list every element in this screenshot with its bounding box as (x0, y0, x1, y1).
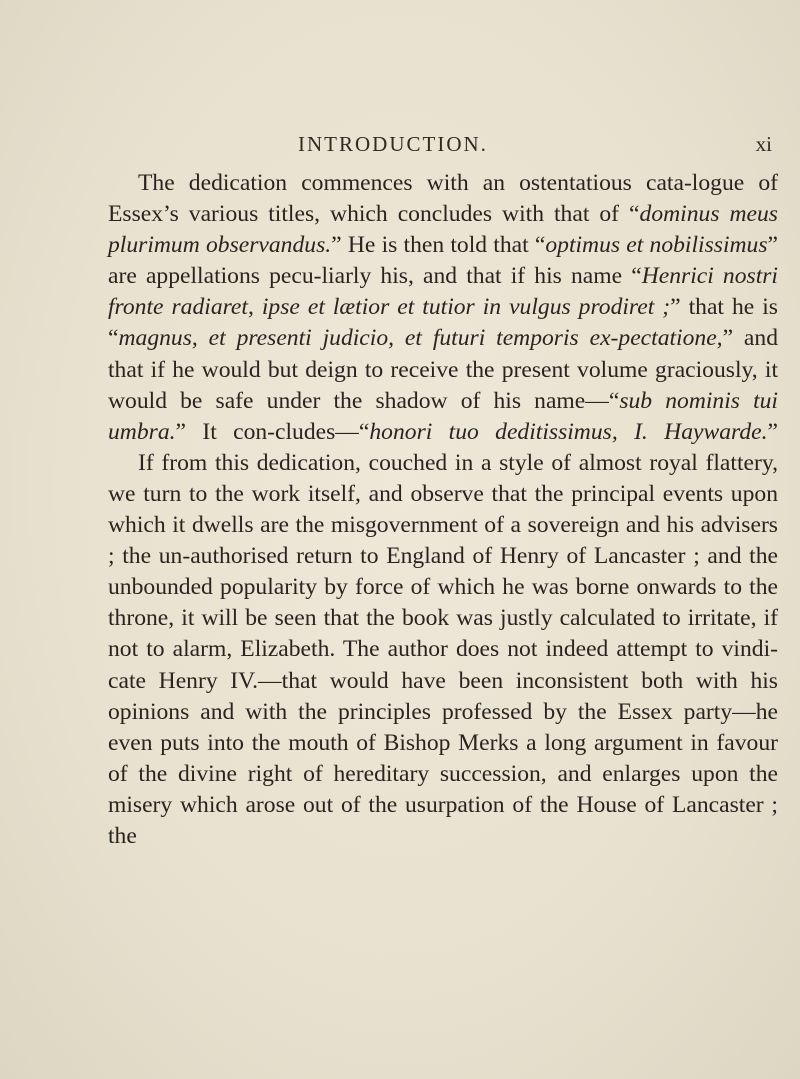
text-segment: ” are appellations pecu-liarly his, and that if his name “ (108, 232, 778, 290)
text-segment: ” (767, 418, 778, 445)
latin-quote: magnus, et presenti judicio, et futuri temporis ex-pectatione, (118, 325, 723, 352)
text-segment: If from this dedication, couched in a style of almost royal flattery, we turn to the work itself, and observe that the principal events upon which it dwells are the misgovernment of a sovereign and his advisers ; the un-authorised return to England of Henry of Lancaster ; and the unbounded popularity by force of which he was borne onwards to the throne, it will be seen that the book was justly calculated to irritate, if not to alarm, Elizabeth. The author does not indeed attempt to vindi-cate Henry IV.—that would have been inconsistent both with his opinions and with the principles professed by the Essex party—he even puts into the mouth of Bishop Merks a long argument in favour of the divine right of hereditary succession, and enlarges upon the misery which arose out of the usurpation of the House of Lancaster ; the (108, 449, 778, 849)
latin-quote: honori tuo deditissimus, I. Haywarde. (369, 418, 768, 445)
paragraph-dedication (108, 168, 778, 448)
text-segment: The dedication commences with an ostentatious cata-logue of Essex’s various titles, which concludes with that of “ (108, 170, 778, 228)
running-head (108, 132, 772, 162)
body-text (108, 168, 778, 852)
text-segment: ” He is then told that “ (331, 232, 546, 259)
text-segment: ” and that if he would but deign to receive the present volume graciously, it would be safe under the shadow of his name—“ (108, 325, 778, 414)
running-title: INTRODUCTION. (298, 132, 488, 156)
text-segment: ” It con-cludes—“ (175, 418, 370, 445)
paragraph-work-itself (108, 448, 778, 852)
text-segment: ” that he is “ (108, 294, 778, 352)
latin-quote: optimus et nobilissimus (545, 232, 768, 259)
latin-quote: sub nominis tui umbra. (108, 387, 778, 445)
latin-quote: Henrici nostri fronte radiaret, ipse et lætior et tutior in vulgus prodiret ; (108, 263, 778, 321)
page-number: xi (755, 132, 772, 156)
latin-quote: dominus meus plurimum observandus. (108, 201, 778, 259)
